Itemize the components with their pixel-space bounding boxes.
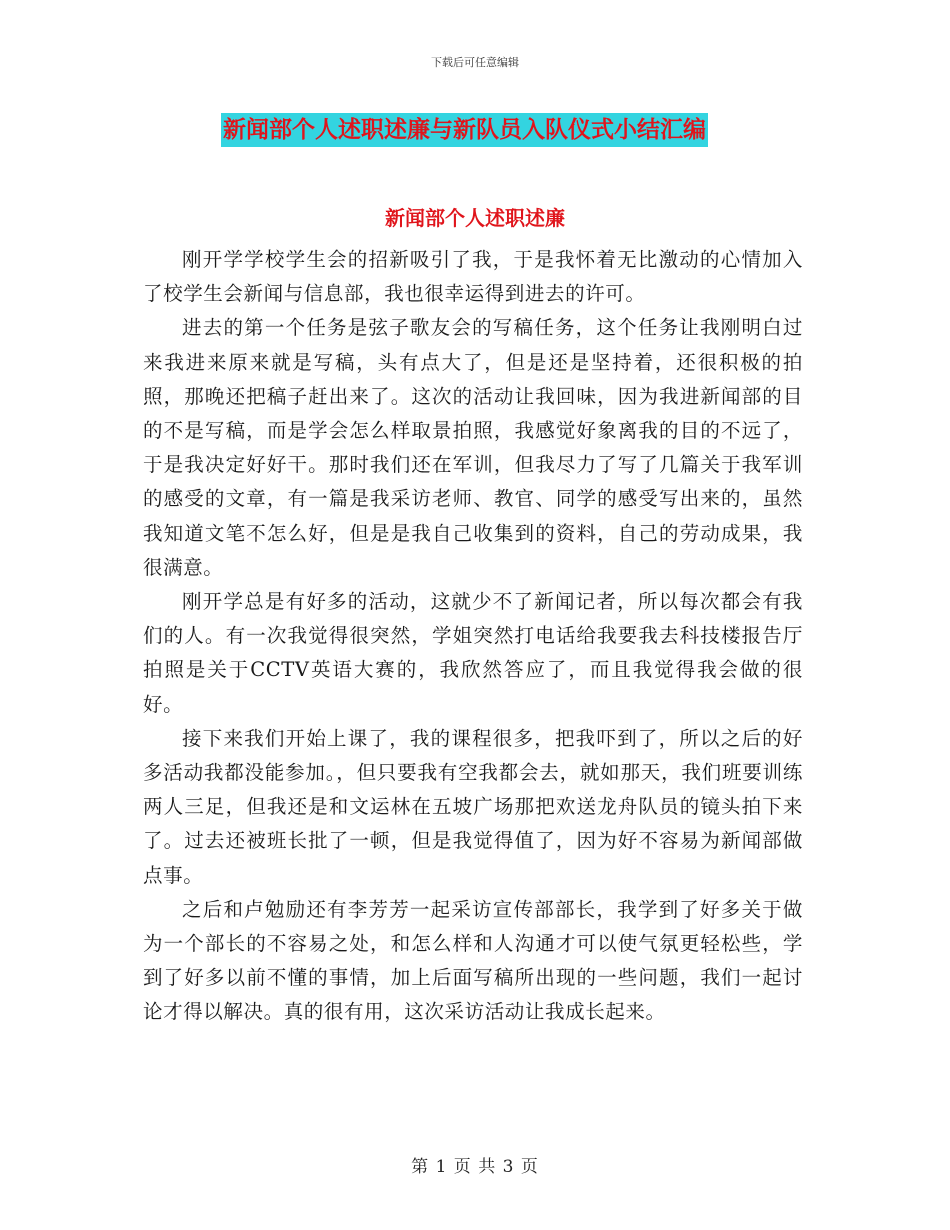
- page-footer: 第 1 页 共 3 页: [411, 1157, 539, 1177]
- document-body: [143, 243, 803, 1030]
- paragraph: 进去的第一个任务是弦子歌友会的写稿任务，这个任务让我刚明白过来我进来原来就是写稿，头有点大了，但是还是坚持着，还很积极的拍照，那晚还把稿子赶出来了。这次的活动让我回味，因为我进新闻部的目的不是写稿，而是学会怎么样取景拍照，我感觉好象离我的目的不远了，于是我决定好好干。那时我们还在军训，但我尽力了写了几篇关于我军训的感受的文章，有一篇是我采访老师、教官、同学的感受写出来的，虽然我知道文笔不怎么好，但是是我自己收集到的资料，自己的劳动成果，我很满意。: [143, 316, 803, 579]
- paragraph: 刚开学总是有好多的活动，这就少不了新闻记者，所以每次都会有我们的人。有一次我觉得很突然，学姐突然打电话给我要我去科技楼报告厅拍照是关于CCTV英语大赛的，我欣然答应了，而且我觉得我会做的很好。: [143, 590, 803, 716]
- header-note: 下载后可任意编辑: [431, 56, 519, 69]
- paragraph: 接下来我们开始上课了，我的课程很多，把我吓到了，所以之后的好多活动我都没能参加。，但只要我有空我都会去，就如那天，我们班要训练两人三足，但我还是和文运林在五坡广场那把欢送龙舟队员的镜头拍下来了。过去还被班长批了一顿，但是我觉得值了，因为好不容易为新闻部做点事。: [143, 726, 803, 887]
- paragraph: 刚开学学校学生会的招新吸引了我，于是我怀着无比激动的心情加入了校学生会新闻与信息部，我也很幸运得到进去的许可。: [143, 248, 803, 306]
- paragraph: 之后和卢勉励还有李芳芳一起采访宣传部部长，我学到了好多关于做为一个部长的不容易之处，和怎么样和人沟通才可以使气氛更轻松些，学到了好多以前不懂的事情，加上后面写稿所出现的一些问题，我们一起讨论才得以解决。真的很有用，这次采访活动让我成长起来。: [143, 897, 803, 1024]
- section-title: 新闻部个人述职述廉: [385, 206, 565, 230]
- document-title: 新闻部个人述职述廉与新队员入队仪式小结汇编: [221, 113, 708, 147]
